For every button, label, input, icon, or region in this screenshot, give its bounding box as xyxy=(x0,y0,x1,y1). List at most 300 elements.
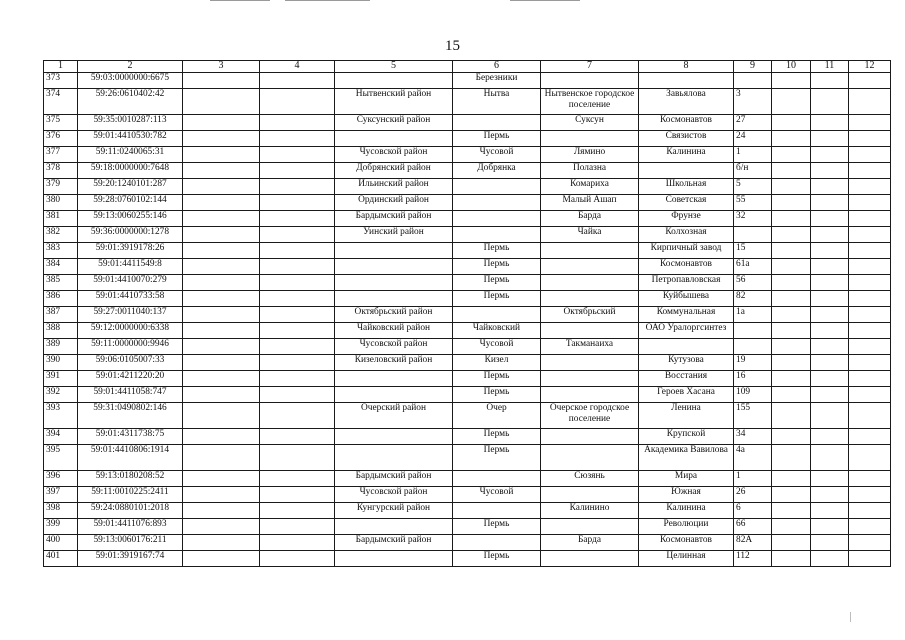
cell-settlement: Барда xyxy=(541,211,639,227)
cell-col-11 xyxy=(811,371,849,387)
cell-col-4 xyxy=(260,89,335,115)
cell-row-number: 389 xyxy=(44,339,78,355)
cell-col-3 xyxy=(183,259,260,275)
scan-top-rule xyxy=(210,0,270,1)
cell-col-12 xyxy=(849,323,891,339)
cell-cadastral-number: 59:31:0490802:146 xyxy=(78,403,183,429)
cell-col-12 xyxy=(849,535,891,551)
cell-col-3 xyxy=(183,131,260,147)
cell-settlement xyxy=(541,387,639,403)
cell-district xyxy=(335,259,453,275)
cell-house-number: 26 xyxy=(734,487,772,503)
cell-city: Пермь xyxy=(453,371,541,387)
cell-district: Кунгурский район xyxy=(335,503,453,519)
cell-street: Куйбышева xyxy=(639,291,734,307)
cell-house-number: 61а xyxy=(734,259,772,275)
cell-row-number: 397 xyxy=(44,487,78,503)
cell-house-number xyxy=(734,227,772,243)
column-header-7: 7 xyxy=(541,61,639,73)
column-header-5: 5 xyxy=(335,61,453,73)
cell-row-number: 384 xyxy=(44,259,78,275)
cell-district: Бардымский район xyxy=(335,535,453,551)
scan-top-rule xyxy=(285,0,370,1)
column-header-2: 2 xyxy=(78,61,183,73)
table-row xyxy=(44,179,891,195)
cell-settlement: Лямино xyxy=(541,147,639,163)
cell-cadastral-number: 59:26:0610402:42 xyxy=(78,89,183,115)
cell-col-3 xyxy=(183,445,260,471)
cell-col-3 xyxy=(183,195,260,211)
table-row xyxy=(44,115,891,131)
cell-settlement: Сюзянь xyxy=(541,471,639,487)
cell-street: Революции xyxy=(639,519,734,535)
table-row xyxy=(44,445,891,471)
cell-col-12 xyxy=(849,371,891,387)
cell-district: Добрянский район xyxy=(335,163,453,179)
cell-row-number: 383 xyxy=(44,243,78,259)
cell-col-4 xyxy=(260,355,335,371)
cell-street: Калинина xyxy=(639,503,734,519)
cell-col-11 xyxy=(811,339,849,355)
cell-col-4 xyxy=(260,163,335,179)
cell-col-11 xyxy=(811,115,849,131)
table-row xyxy=(44,551,891,567)
table-body xyxy=(44,61,891,567)
cell-col-4 xyxy=(260,291,335,307)
cell-street: Калинина xyxy=(639,147,734,163)
cell-house-number: 109 xyxy=(734,387,772,403)
cell-district xyxy=(335,519,453,535)
cell-col-11 xyxy=(811,487,849,503)
scan-edge-mark xyxy=(850,612,851,622)
column-header-6: 6 xyxy=(453,61,541,73)
cell-street: Ленина xyxy=(639,403,734,429)
cell-house-number: 1а xyxy=(734,307,772,323)
cell-city: Кизел xyxy=(453,355,541,371)
cell-district: Чусовской район xyxy=(335,147,453,163)
table-row xyxy=(44,487,891,503)
cell-col-11 xyxy=(811,131,849,147)
cell-col-12 xyxy=(849,551,891,567)
cell-col-11 xyxy=(811,307,849,323)
cell-house-number xyxy=(734,73,772,89)
cell-col-10 xyxy=(772,355,811,371)
cell-row-number: 390 xyxy=(44,355,78,371)
cell-col-11 xyxy=(811,179,849,195)
cell-col-12 xyxy=(849,259,891,275)
cell-district xyxy=(335,371,453,387)
cell-row-number: 398 xyxy=(44,503,78,519)
cell-col-11 xyxy=(811,387,849,403)
cell-col-11 xyxy=(811,227,849,243)
cell-row-number: 385 xyxy=(44,275,78,291)
cell-col-4 xyxy=(260,503,335,519)
cell-col-10 xyxy=(772,243,811,259)
cell-street: Колхозная xyxy=(639,227,734,243)
table-row xyxy=(44,307,891,323)
cell-col-11 xyxy=(811,429,849,445)
table-row xyxy=(44,163,891,179)
cell-col-3 xyxy=(183,535,260,551)
cell-settlement xyxy=(541,487,639,503)
cell-col-12 xyxy=(849,195,891,211)
cell-col-3 xyxy=(183,403,260,429)
cell-col-4 xyxy=(260,259,335,275)
cell-col-11 xyxy=(811,551,849,567)
cell-cadastral-number: 59:35:0010287:113 xyxy=(78,115,183,131)
cell-col-11 xyxy=(811,471,849,487)
cell-row-number: 373 xyxy=(44,73,78,89)
cell-col-10 xyxy=(772,291,811,307)
cell-col-11 xyxy=(811,535,849,551)
cell-settlement xyxy=(541,355,639,371)
cell-cadastral-number: 59:11:0000000:9946 xyxy=(78,339,183,355)
cell-col-10 xyxy=(772,163,811,179)
cell-row-number: 394 xyxy=(44,429,78,445)
cell-col-10 xyxy=(772,403,811,429)
cell-city: Нытва xyxy=(453,89,541,115)
cell-city: Пермь xyxy=(453,243,541,259)
cell-col-11 xyxy=(811,275,849,291)
cell-col-10 xyxy=(772,89,811,115)
cell-house-number: 27 xyxy=(734,115,772,131)
cell-district: Ординский район xyxy=(335,195,453,211)
cell-col-4 xyxy=(260,179,335,195)
cell-cadastral-number: 59:13:0180208:52 xyxy=(78,471,183,487)
cell-settlement xyxy=(541,275,639,291)
cell-settlement xyxy=(541,519,639,535)
cell-col-11 xyxy=(811,445,849,471)
cell-street: Кутузова xyxy=(639,355,734,371)
cell-settlement: Нытвенское городское поселение xyxy=(541,89,639,115)
cell-col-3 xyxy=(183,339,260,355)
cell-settlement xyxy=(541,551,639,567)
cell-house-number: 112 xyxy=(734,551,772,567)
cell-settlement xyxy=(541,131,639,147)
cell-col-3 xyxy=(183,551,260,567)
cell-col-12 xyxy=(849,503,891,519)
cell-city: Чусовой xyxy=(453,147,541,163)
cell-street: Завьялова xyxy=(639,89,734,115)
cell-street: Академика Вавилова xyxy=(639,445,734,471)
cell-city: Пермь xyxy=(453,275,541,291)
cell-district: Очерский район xyxy=(335,403,453,429)
cell-col-3 xyxy=(183,179,260,195)
table-row xyxy=(44,403,891,429)
cell-city xyxy=(453,471,541,487)
table-row xyxy=(44,147,891,163)
cell-city xyxy=(453,195,541,211)
cell-city: Чайковский xyxy=(453,323,541,339)
cell-district: Нытвенский район xyxy=(335,89,453,115)
cell-settlement: Суксун xyxy=(541,115,639,131)
table-row xyxy=(44,387,891,403)
cell-settlement xyxy=(541,429,639,445)
cell-col-10 xyxy=(772,487,811,503)
cell-col-10 xyxy=(772,195,811,211)
cell-cadastral-number: 59:27:0011040:137 xyxy=(78,307,183,323)
table-row xyxy=(44,259,891,275)
cell-street: Южная xyxy=(639,487,734,503)
cell-cadastral-number: 59:36:0000000:1278 xyxy=(78,227,183,243)
cell-col-10 xyxy=(772,429,811,445)
cell-street: Советская xyxy=(639,195,734,211)
cell-house-number xyxy=(734,323,772,339)
column-header-12: 12 xyxy=(849,61,891,73)
cell-col-12 xyxy=(849,355,891,371)
cell-street xyxy=(639,339,734,355)
cell-col-10 xyxy=(772,147,811,163)
table-row xyxy=(44,227,891,243)
cell-row-number: 375 xyxy=(44,115,78,131)
table-row xyxy=(44,73,891,89)
cell-col-11 xyxy=(811,403,849,429)
column-header-10: 10 xyxy=(772,61,811,73)
cell-settlement: Очерское городское поселение xyxy=(541,403,639,429)
cell-col-12 xyxy=(849,445,891,471)
cell-street: Школьная xyxy=(639,179,734,195)
cell-col-12 xyxy=(849,211,891,227)
cell-cadastral-number: 59:11:0240065:31 xyxy=(78,147,183,163)
cell-col-12 xyxy=(849,179,891,195)
cell-settlement xyxy=(541,371,639,387)
cell-col-3 xyxy=(183,519,260,535)
cell-cadastral-number: 59:06:0105007:33 xyxy=(78,355,183,371)
cell-col-4 xyxy=(260,445,335,471)
cell-col-3 xyxy=(183,307,260,323)
cell-street: Мира xyxy=(639,471,734,487)
cell-col-10 xyxy=(772,471,811,487)
cell-col-10 xyxy=(772,179,811,195)
column-header-8: 8 xyxy=(639,61,734,73)
table-row xyxy=(44,535,891,551)
cell-district xyxy=(335,275,453,291)
cell-cadastral-number: 59:01:3919167:74 xyxy=(78,551,183,567)
cell-city: Пермь xyxy=(453,551,541,567)
cell-col-10 xyxy=(772,259,811,275)
cell-house-number: 16 xyxy=(734,371,772,387)
cell-col-11 xyxy=(811,355,849,371)
cell-cadastral-number: 59:01:4410530:782 xyxy=(78,131,183,147)
cell-district: Кизеловский район xyxy=(335,355,453,371)
cell-row-number: 386 xyxy=(44,291,78,307)
cell-col-3 xyxy=(183,73,260,89)
cell-row-number: 379 xyxy=(44,179,78,195)
cell-city: Пермь xyxy=(453,519,541,535)
cell-street: Героев Хасана xyxy=(639,387,734,403)
cell-settlement xyxy=(541,259,639,275)
cell-settlement xyxy=(541,445,639,471)
cell-district xyxy=(335,445,453,471)
cell-house-number: 56 xyxy=(734,275,772,291)
cell-street: Крупской xyxy=(639,429,734,445)
cell-col-4 xyxy=(260,115,335,131)
cell-house-number: 1 xyxy=(734,147,772,163)
cell-house-number: 66 xyxy=(734,519,772,535)
cell-row-number: 374 xyxy=(44,89,78,115)
cell-row-number: 399 xyxy=(44,519,78,535)
cell-col-12 xyxy=(849,291,891,307)
cell-cadastral-number: 59:01:4410806:1914 xyxy=(78,445,183,471)
cell-city: Пермь xyxy=(453,429,541,445)
cell-col-11 xyxy=(811,89,849,115)
cell-settlement: Чайка xyxy=(541,227,639,243)
cell-col-4 xyxy=(260,131,335,147)
cell-city: Чусовой xyxy=(453,487,541,503)
table-row xyxy=(44,503,891,519)
cell-col-12 xyxy=(849,471,891,487)
cell-city xyxy=(453,535,541,551)
cell-col-3 xyxy=(183,291,260,307)
cell-house-number: 6 xyxy=(734,503,772,519)
cell-street: Космонавтов xyxy=(639,535,734,551)
cell-col-12 xyxy=(849,115,891,131)
cell-row-number: 376 xyxy=(44,131,78,147)
cell-district xyxy=(335,243,453,259)
cell-col-12 xyxy=(849,487,891,503)
cell-col-4 xyxy=(260,195,335,211)
cell-cadastral-number: 59:24:0880101:2018 xyxy=(78,503,183,519)
cell-cadastral-number: 59:01:4411549:8 xyxy=(78,259,183,275)
cell-house-number: 55 xyxy=(734,195,772,211)
cell-house-number: б/н xyxy=(734,163,772,179)
cell-col-4 xyxy=(260,73,335,89)
cell-cadastral-number: 59:13:0060255:146 xyxy=(78,211,183,227)
cell-house-number: 15 xyxy=(734,243,772,259)
cell-col-4 xyxy=(260,211,335,227)
cell-col-3 xyxy=(183,487,260,503)
column-header-1: 1 xyxy=(44,61,78,73)
cell-district xyxy=(335,551,453,567)
cell-col-4 xyxy=(260,371,335,387)
cell-cadastral-number: 59:13:0060176:211 xyxy=(78,535,183,551)
cell-col-10 xyxy=(772,503,811,519)
cell-col-11 xyxy=(811,195,849,211)
table-row xyxy=(44,471,891,487)
cell-city xyxy=(453,115,541,131)
cell-row-number: 380 xyxy=(44,195,78,211)
cell-city: Березники xyxy=(453,73,541,89)
cell-street: Космонавтов xyxy=(639,115,734,131)
cell-settlement: Комариха xyxy=(541,179,639,195)
cell-city xyxy=(453,503,541,519)
cell-cadastral-number: 59:01:4410070:279 xyxy=(78,275,183,291)
cell-cadastral-number: 59:28:0760102:144 xyxy=(78,195,183,211)
cell-city xyxy=(453,227,541,243)
cell-col-10 xyxy=(772,323,811,339)
cell-col-10 xyxy=(772,131,811,147)
cell-cadastral-number: 59:12:0000000:6338 xyxy=(78,323,183,339)
cell-house-number: 32 xyxy=(734,211,772,227)
cell-col-4 xyxy=(260,339,335,355)
cell-house-number xyxy=(734,339,772,355)
table-header-row xyxy=(44,61,891,73)
cell-house-number: 19 xyxy=(734,355,772,371)
cell-col-11 xyxy=(811,291,849,307)
cell-city xyxy=(453,179,541,195)
cell-row-number: 391 xyxy=(44,371,78,387)
cell-col-4 xyxy=(260,403,335,429)
cell-row-number: 396 xyxy=(44,471,78,487)
cell-city: Чусовой xyxy=(453,339,541,355)
cell-col-3 xyxy=(183,243,260,259)
table-row xyxy=(44,243,891,259)
cell-col-4 xyxy=(260,551,335,567)
cell-col-12 xyxy=(849,243,891,259)
cell-col-4 xyxy=(260,275,335,291)
cell-settlement: Полазна xyxy=(541,163,639,179)
cell-col-3 xyxy=(183,429,260,445)
cell-col-12 xyxy=(849,147,891,163)
cell-district: Бардымский район xyxy=(335,211,453,227)
cell-col-11 xyxy=(811,503,849,519)
cell-cadastral-number: 59:01:4211220:20 xyxy=(78,371,183,387)
cell-house-number: 1 xyxy=(734,471,772,487)
cell-district: Бардымский район xyxy=(335,471,453,487)
cell-city: Пермь xyxy=(453,259,541,275)
cell-row-number: 392 xyxy=(44,387,78,403)
cell-col-10 xyxy=(772,445,811,471)
cell-settlement: Октябрьский xyxy=(541,307,639,323)
cell-col-4 xyxy=(260,323,335,339)
cell-col-3 xyxy=(183,323,260,339)
cell-col-10 xyxy=(772,73,811,89)
column-header-11: 11 xyxy=(811,61,849,73)
cell-street: Кирпичный завод xyxy=(639,243,734,259)
cell-col-4 xyxy=(260,243,335,259)
cell-street: Целинная xyxy=(639,551,734,567)
cell-col-3 xyxy=(183,275,260,291)
cell-col-3 xyxy=(183,503,260,519)
cell-row-number: 401 xyxy=(44,551,78,567)
cell-house-number: 82А xyxy=(734,535,772,551)
cell-col-10 xyxy=(772,227,811,243)
cell-row-number: 377 xyxy=(44,147,78,163)
cell-street: Космонавтов xyxy=(639,259,734,275)
cell-cadastral-number: 59:11:0010225:2411 xyxy=(78,487,183,503)
cell-col-12 xyxy=(849,131,891,147)
cell-col-3 xyxy=(183,147,260,163)
cell-district xyxy=(335,131,453,147)
cell-col-12 xyxy=(849,519,891,535)
cell-col-4 xyxy=(260,147,335,163)
cell-col-12 xyxy=(849,307,891,323)
table-row xyxy=(44,355,891,371)
cell-row-number: 395 xyxy=(44,445,78,471)
cell-city: Очер xyxy=(453,403,541,429)
cell-row-number: 387 xyxy=(44,307,78,323)
cell-col-12 xyxy=(849,227,891,243)
cell-col-12 xyxy=(849,429,891,445)
cell-row-number: 388 xyxy=(44,323,78,339)
cell-col-10 xyxy=(772,275,811,291)
cell-col-3 xyxy=(183,471,260,487)
cell-cadastral-number: 59:01:3919178:26 xyxy=(78,243,183,259)
table-row xyxy=(44,291,891,307)
table-row xyxy=(44,195,891,211)
table-row xyxy=(44,211,891,227)
table-row xyxy=(44,371,891,387)
cell-settlement: Малый Ашап xyxy=(541,195,639,211)
cell-col-3 xyxy=(183,163,260,179)
cell-cadastral-number: 59:03:0000000:6675 xyxy=(78,73,183,89)
cell-col-4 xyxy=(260,429,335,445)
cell-district: Чайковский район xyxy=(335,323,453,339)
cell-col-3 xyxy=(183,387,260,403)
cell-street: Петропавловская xyxy=(639,275,734,291)
cell-cadastral-number: 59:01:4410733:58 xyxy=(78,291,183,307)
cell-col-10 xyxy=(772,307,811,323)
